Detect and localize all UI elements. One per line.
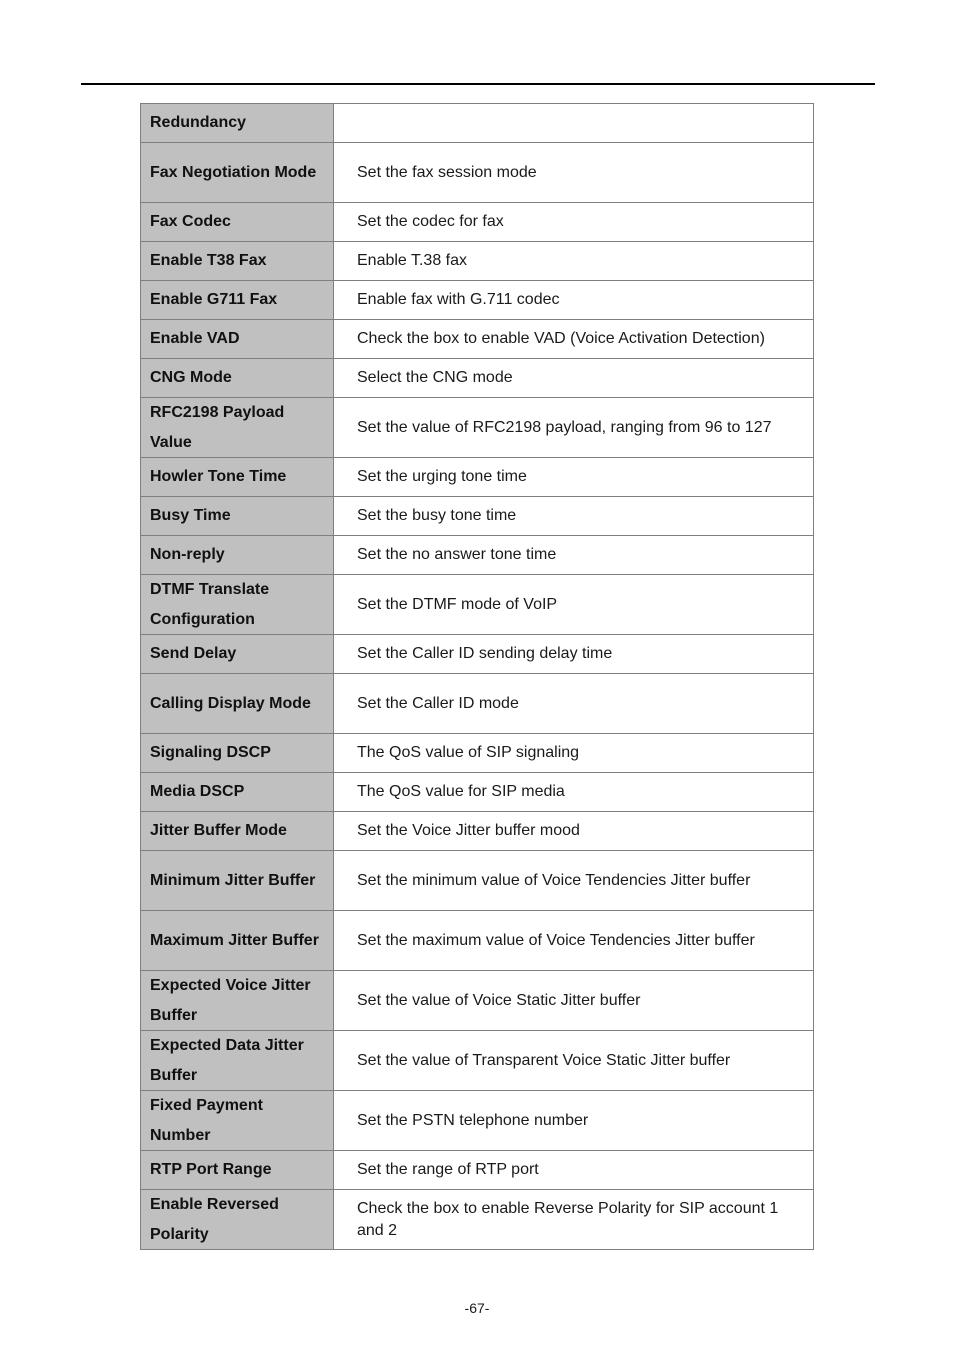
table-row <box>141 281 814 320</box>
parameter-description: The QoS value for SIP media <box>334 773 814 812</box>
parameter-name: Jitter Buffer Mode <box>141 812 334 851</box>
parameter-description <box>334 104 814 143</box>
table-row <box>141 536 814 575</box>
table-row <box>141 635 814 674</box>
parameter-description: Set the PSTN telephone number <box>334 1091 814 1151</box>
parameter-description: Set the range of RTP port <box>334 1151 814 1190</box>
parameter-name: Enable G711 Fax <box>141 281 334 320</box>
parameter-name: Signaling DSCP <box>141 734 334 773</box>
parameter-description: Set the Caller ID mode <box>334 674 814 734</box>
table-row <box>141 1091 814 1151</box>
table-row <box>141 575 814 635</box>
table-row <box>141 104 814 143</box>
parameter-description: Set the value of Voice Static Jitter buffer <box>334 971 814 1031</box>
parameter-name: RFC2198 Payload Value <box>141 398 334 458</box>
table-row <box>141 1031 814 1091</box>
parameter-name: Expected Data Jitter Buffer <box>141 1031 334 1091</box>
table-row <box>141 812 814 851</box>
parameter-description: Set the value of RFC2198 payload, ranging from 96 to 127 <box>334 398 814 458</box>
parameter-description: Set the DTMF mode of VoIP <box>334 575 814 635</box>
parameter-name: RTP Port Range <box>141 1151 334 1190</box>
parameter-name: Send Delay <box>141 635 334 674</box>
parameter-name: DTMF Translate Configuration <box>141 575 334 635</box>
parameter-description: The QoS value of SIP signaling <box>334 734 814 773</box>
table-row <box>141 911 814 971</box>
parameter-name: Fax Codec <box>141 203 334 242</box>
parameter-description: Check the box to enable Reverse Polarity for SIP account 1 and 2 <box>334 1190 814 1250</box>
table-row <box>141 851 814 911</box>
table-row <box>141 1151 814 1190</box>
parameter-name: CNG Mode <box>141 359 334 398</box>
table-row <box>141 143 814 203</box>
table-row <box>141 1190 814 1250</box>
table-row <box>141 971 814 1031</box>
parameter-name: Fax Negotiation Mode <box>141 143 334 203</box>
parameter-name: Enable VAD <box>141 320 334 359</box>
parameter-description: Set the maximum value of Voice Tendencies Jitter buffer <box>334 911 814 971</box>
parameter-name: Non-reply <box>141 536 334 575</box>
table-row <box>141 242 814 281</box>
parameter-name: Maximum Jitter Buffer <box>141 911 334 971</box>
parameter-name: Expected Voice Jitter Buffer <box>141 971 334 1031</box>
parameter-description: Check the box to enable VAD (Voice Activation Detection) <box>334 320 814 359</box>
parameter-name: Fixed Payment Number <box>141 1091 334 1151</box>
table-row <box>141 203 814 242</box>
parameter-name: Busy Time <box>141 497 334 536</box>
parameter-name: Enable T38 Fax <box>141 242 334 281</box>
parameter-name: Minimum Jitter Buffer <box>141 851 334 911</box>
parameter-description: Set the Voice Jitter buffer mood <box>334 812 814 851</box>
table-row <box>141 497 814 536</box>
parameter-description: Set the busy tone time <box>334 497 814 536</box>
parameter-description: Set the codec for fax <box>334 203 814 242</box>
table-row <box>141 458 814 497</box>
parameter-table <box>140 103 814 1250</box>
table-row <box>141 359 814 398</box>
parameter-description: Enable fax with G.711 codec <box>334 281 814 320</box>
parameter-description: Enable T.38 fax <box>334 242 814 281</box>
header-rule <box>81 83 875 85</box>
parameter-name: Media DSCP <box>141 773 334 812</box>
table-row <box>141 773 814 812</box>
parameter-description: Select the CNG mode <box>334 359 814 398</box>
page-number: -67- <box>464 1300 490 1316</box>
parameter-name: Calling Display Mode <box>141 674 334 734</box>
parameter-name: Redundancy <box>141 104 334 143</box>
parameter-name: Howler Tone Time <box>141 458 334 497</box>
parameter-description: Set the no answer tone time <box>334 536 814 575</box>
table-row <box>141 320 814 359</box>
parameter-description: Set the fax session mode <box>334 143 814 203</box>
parameter-description: Set the Caller ID sending delay time <box>334 635 814 674</box>
table-row <box>141 674 814 734</box>
parameter-description: Set the minimum value of Voice Tendencies Jitter buffer <box>334 851 814 911</box>
parameter-name: Enable Reversed Polarity <box>141 1190 334 1250</box>
table-row <box>141 734 814 773</box>
table-row <box>141 398 814 458</box>
parameter-description: Set the value of Transparent Voice Static Jitter buffer <box>334 1031 814 1091</box>
parameter-description: Set the urging tone time <box>334 458 814 497</box>
